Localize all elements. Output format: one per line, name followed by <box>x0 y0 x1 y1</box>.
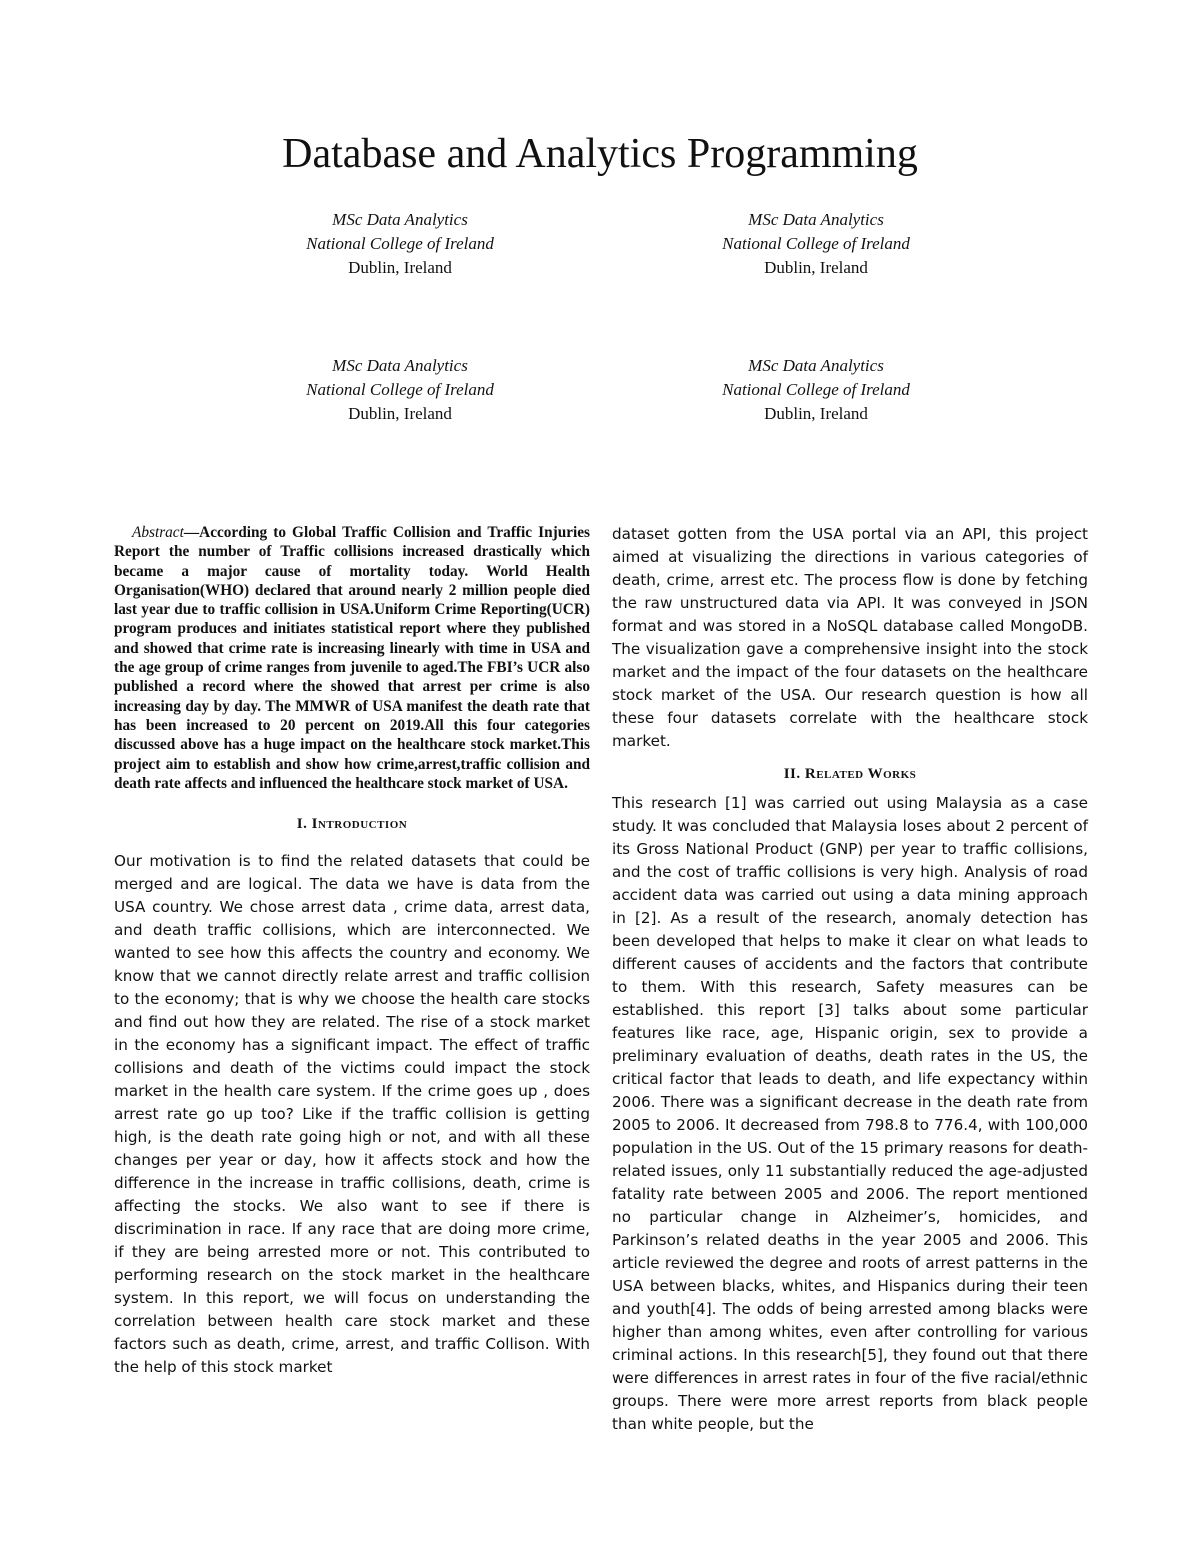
author-dept: MSc Data Analytics <box>332 210 468 229</box>
author-city: Dublin, Ireland <box>348 404 452 423</box>
author-city: Dublin, Ireland <box>764 258 868 277</box>
abstract-text: —According to Global Traffic Collision and Traffic Injuries Report the number of Traffic collisions increased drastically which became a major cause of mortality today. World Health Organisation(WHO) declared that around nearly 2 million people died last year due to traffic collision in USA.Uniform Crime Reporting(UCR) program produces and initiates statistical report where they published and showed that crime rate is increasing linearly with time in USA and the age group of crime ranges from juvenile to aged.The FBI’s UCR also published a record where the showed that arrest per crime is also increasing day by day. The MMWR of USA manifest the death rate that has been increased to 20 percent on 2019.All this four categories discussed above has a huge impact on the healthcare stock market.This project aim to establish and show how crime,arrest,traffic collision and death rate affects and influenced the healthcare stock market of USA. <box>114 524 590 792</box>
abstract <box>114 523 590 793</box>
related-works-paragraph: This research [1] was carried out using Malaysia as a case study. It was concluded that Malaysia loses about 2 percent of its Gross National Product (GNP) per year to traffic collisions, and the cost of traffic collisions is very high. Analysis of road accident data was carried out using a data mining approach in [2]. As a result of the research, anomaly detection has been developed that helps to make it clear on what leads to different causes of accidents and the factors that contribute to them. With this research, Safety measures can be established. this report [3] talks about some particular features like race, age, Hispanic origin, sex to provide a preliminary evaluation of deaths, death rates in the US, the critical factor that leads to death, and life expectancy within 2006. There was a significant decrease in the death rate from 2005 to 2006. It decreased from 798.8 to 776.4, with 100,000 population in the US. Out of the 15 primary reasons for death-related issues, only 11 substantially reduced the age-adjusted fatality rate between 2005 and 2006. The report mentioned no particular change in Alzheimer’s, homicides, and Parkinson’s related deaths in the year 2005 and 2006. This article reviewed the degree and roots of arrest patterns in the USA between blacks, whites, and Hispanics during their teen and youth[4]. The odds of being arrested among blacks were higher than among whites, even after controlling for various criminal actions. In this research[5], they found out that there were differences in arrest rates in four of the five racial/ethnic groups. There were more arrest reports from black people than white people, but the <box>612 794 1088 1433</box>
paper-title: Database and Analytics Programming <box>282 131 918 178</box>
author-block-2 <box>606 208 1026 280</box>
introduction-paragraph-continued: dataset gotten from the USA portal via an API, this project aimed at visualizing the directions in various categories of death, crime, arrest etc. The process flow is done by fetching the raw unstructured data via API. It was conveyed in JSON format and was stored in a NoSQL database called MongoDB. The visualization gave a comprehensive insight into the stock market and the impact of the four datasets on the healthcare stock market of the USA. Our research question is how all these four datasets correlate with the healthcare stock market. <box>612 525 1088 750</box>
author-dept: MSc Data Analytics <box>332 356 468 375</box>
author-block-4 <box>606 354 1026 426</box>
author-city: Dublin, Ireland <box>764 404 868 423</box>
introduction-paragraph: Our motivation is to find the related datasets that could be merged and are logical. The data we have is data from the USA country. We chose arrest data , crime data, arrest data, and death traffic collisions, which are interconnected. We wanted to see how this affects the country and economy. We know that we cannot directly relate arrest and traffic collision to the economy; that is why we choose the health care stocks and find out how they are related. The rise of a stock market in the economy has a significant impact. The effect of traffic collisions and death of the victims could impact the stock market in the health care system. If the crime goes up , does arrest rate go up too? Like if the traffic collision is getting high, is the death rate going high or not, and with all these changes per year or day, how it affects stock and how the difference in the increase in traffic collisions, death, crime is affecting the stocks. We also want to see if there is discrimination in race. If any race that are doing more crime, if they are being arrested more or not. This contributed to performing research on the stock market in the healthcare system. In this report, we will focus on understanding the correlation between health care stock market and these factors such as death, crime, arrest, and traffic Collison. With the help of this stock market <box>114 852 590 1377</box>
author-dept: MSc Data Analytics <box>748 356 884 375</box>
author-org: National College of Ireland <box>306 234 494 253</box>
author-block-1 <box>190 208 610 280</box>
author-org: National College of Ireland <box>722 380 910 399</box>
section-heading-related-works: II. Related Works <box>783 766 917 782</box>
left-column <box>114 523 590 1379</box>
right-column <box>612 523 1088 1436</box>
author-block-3 <box>190 354 610 426</box>
section-heading-introduction: I. Introduction <box>296 816 408 833</box>
author-city: Dublin, Ireland <box>348 258 452 277</box>
author-org: National College of Ireland <box>306 380 494 399</box>
abstract-label: Abstract <box>132 524 184 541</box>
author-org: National College of Ireland <box>722 234 910 253</box>
author-dept: MSc Data Analytics <box>748 210 884 229</box>
